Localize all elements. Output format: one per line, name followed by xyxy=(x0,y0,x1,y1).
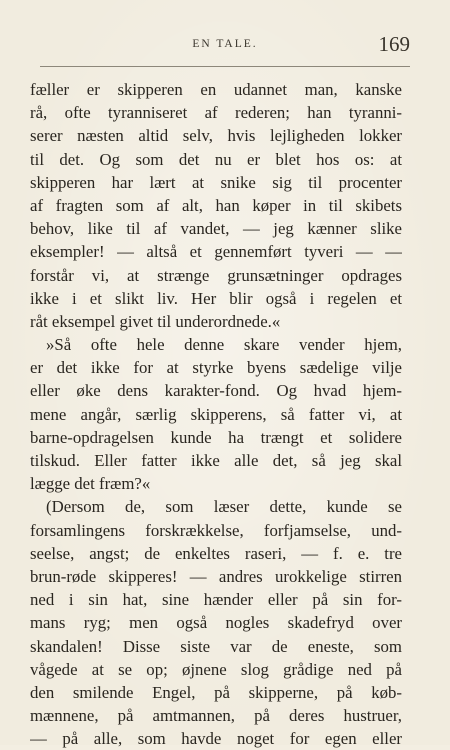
text-line: barne-opdragelsen kunde ha trængt et solidere xyxy=(30,427,402,447)
text-line: rå, ofte tyranniseret af rederen; han tyranni- xyxy=(30,103,402,123)
text-line: forstår vi, at strænge grunsætninger opdrages xyxy=(30,265,402,285)
text-line: den smilende Engel, på skipperne, på køb- xyxy=(30,682,402,702)
text-line: fæller er skipperen en udannet man, kanske xyxy=(30,80,402,99)
text-line: råt eksempel givet til underordnede.« xyxy=(30,311,281,331)
text-line: eksempler! — altså et gennemført tyveri — — xyxy=(30,242,402,262)
text-line: mænnene, på amtmannen, på deres hustruer, xyxy=(30,706,402,726)
text-line: forsamlingens forskrækkelse, forfjamselse, und- xyxy=(30,520,402,540)
text-line: mans ryg; men også nogles skadefryd over xyxy=(30,613,402,633)
body-text xyxy=(30,78,402,750)
text-line: seelse, angst; de enkeltes raseri, — f. e. tre xyxy=(30,543,402,563)
text-line: ned i sin hat, sine hænder eller på sin for- xyxy=(30,590,402,610)
running-head: EN TALE. xyxy=(192,38,258,50)
page-number: 169 xyxy=(378,32,410,56)
text-line: — på alle, som havde noget for egen eller xyxy=(30,729,402,749)
text-line: »Så ofte hele denne skare vender hjem, xyxy=(46,335,402,355)
text-line: tilskud. Eller fatter ikke alle det, så jeg skal xyxy=(30,451,402,470)
text-line: til det. Og som det nu er blet hos os: at xyxy=(30,149,402,169)
text-line: (Dersom de, som læser dette, kunde se xyxy=(46,497,402,517)
text-line: er det ikke for at styrke byens sædelige vilje xyxy=(30,358,402,378)
header-rule xyxy=(40,66,410,67)
text-line: mene angår, særlig skipperens, så fatter vi, at xyxy=(30,404,402,424)
text-line: behov, like til af vandet, — jeg kænner slike xyxy=(30,219,402,239)
page-header xyxy=(40,32,410,56)
text-line: lægge det fræm?« xyxy=(30,474,151,494)
text-line: skipperen har lært at snike sig til procenter xyxy=(30,172,402,192)
text-line: vågede at se op; øjnene slog grådige ned på xyxy=(30,659,402,679)
text-line: eller øke dens karakter-fond. Og hvad hjem- xyxy=(30,381,402,401)
text-line: serer næsten altid selv, hvis lejligheden lokker xyxy=(30,126,402,146)
text-line: skandalen! Disse siste var de eneste, som xyxy=(30,636,402,656)
text-line: brun-røde skipperes! — andres urokkelige stirren xyxy=(30,566,402,586)
text-line: af fragten som af alt, han køper in til skibets xyxy=(30,195,402,215)
text-line: ikke i et slikt liv. Her blir også i regelen et xyxy=(30,288,402,308)
